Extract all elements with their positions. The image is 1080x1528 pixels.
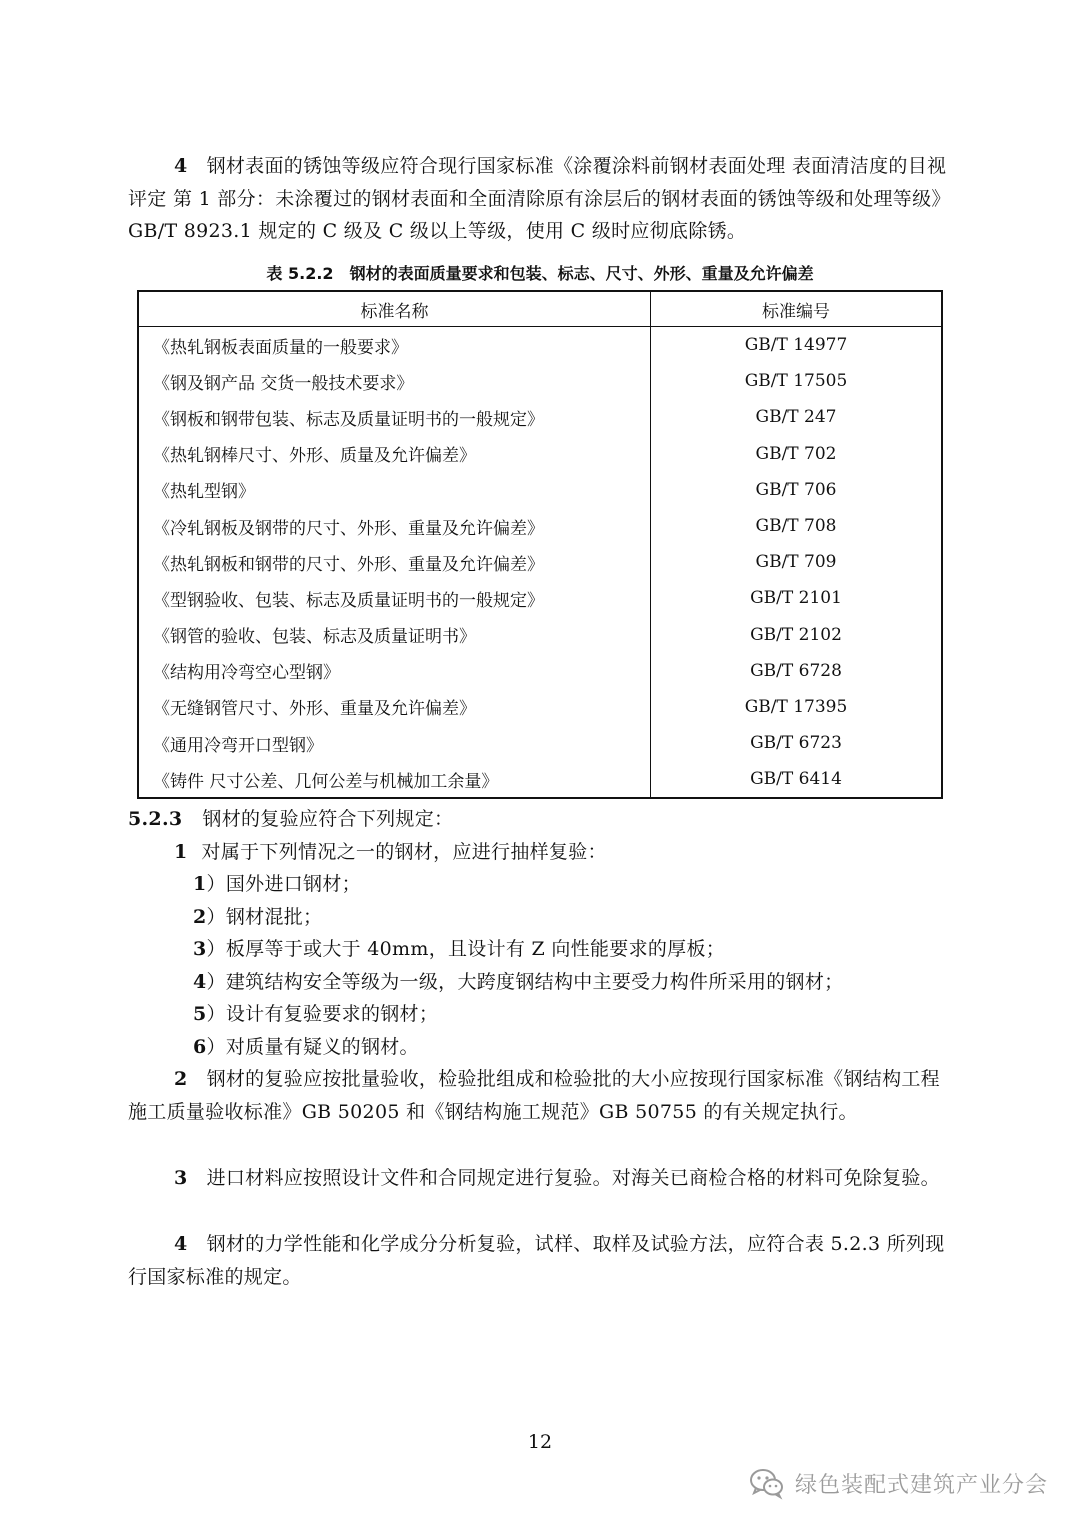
standard-name: 《热轧钢板和钢带的尺寸、外形、重量及允许偏差》 — [138, 544, 651, 580]
standard-name: 《热轧型钢》 — [138, 472, 651, 508]
table-row — [138, 580, 942, 616]
subitem-text: 板厚等于或大于 40mm，且设计有 Z 向性能要求的厚板； — [225, 938, 726, 960]
clause-1-number: 1 — [174, 841, 188, 863]
standard-code: GB/T 702 — [755, 443, 837, 464]
watermark-text: 绿色装配式建筑产业分会 — [794, 1472, 1048, 1498]
list-item: 2）钢材混批； — [193, 905, 323, 928]
standard-name: 《通用冷弯开口型钢》 — [138, 725, 651, 761]
subitem-text: 国外进口钢材； — [225, 873, 361, 895]
clause-1 — [174, 836, 607, 869]
table-header-row — [138, 291, 942, 327]
table-row — [138, 363, 942, 399]
table-row — [138, 544, 942, 580]
subitem-number: 1 — [193, 873, 207, 895]
subitem-list — [193, 868, 843, 1063]
table-row — [138, 689, 942, 725]
subitem-text: 建筑结构安全等级为一级，大跨度钢结构中主要受力构件所采用的钢材； — [225, 970, 844, 993]
standard-code: GB/T 2101 — [750, 588, 842, 609]
clause-2-text: 钢材的复验应按批量验收，检验批组成和检验批的大小应按现行国家标准《钢结构工程施工质量验收标准》GB 50205 和《钢结构施工规范》GB 50755 的有关规定执行。 — [128, 1068, 940, 1123]
clause-4-text: 钢材的力学性能和化学成分分析复验，试样、取样及试验方法，应符合表 5.2.3 所列现行国家标准的规定。 — [128, 1233, 945, 1288]
table-row — [138, 761, 942, 798]
table-row — [138, 508, 942, 544]
header-standard-code: 标准编号 — [651, 291, 943, 327]
standard-code: GB/T 247 — [755, 407, 837, 428]
list-item: 6）对质量有疑义的钢材。 — [193, 1035, 419, 1058]
clause-4 — [128, 1228, 950, 1293]
subitem-number: 5 — [193, 1003, 207, 1025]
page-number: 12 — [527, 1431, 553, 1453]
table-row — [138, 472, 942, 508]
standard-name: 《铸件 尺寸公差、几何公差与机械加工余量》 — [138, 761, 651, 798]
clause-3 — [128, 1162, 950, 1195]
clause-4-number: 4 — [174, 1233, 188, 1255]
standard-name: 《钢板和钢带包装、标志及质量证明书的一般规定》 — [138, 399, 651, 435]
intro-number: 4 — [174, 155, 188, 177]
standard-code: GB/T 6723 — [750, 733, 842, 754]
standard-name: 《结构用冷弯空心型钢》 — [138, 653, 651, 689]
standard-name: 《热轧钢棒尺寸、外形、质量及允许偏差》 — [138, 436, 651, 472]
standard-code: GB/T 709 — [755, 552, 837, 573]
table-row — [138, 327, 942, 364]
standard-name: 《冷轧钢板及钢带的尺寸、外形、重量及允许偏差》 — [138, 508, 651, 544]
subitem-text: 设计有复验要求的钢材； — [225, 1003, 439, 1025]
standard-code: GB/T 6728 — [750, 660, 842, 681]
list-item: 3）板厚等于或大于 40mm，且设计有 Z 向性能要求的厚板； — [193, 938, 726, 960]
wechat-icon — [747, 1463, 787, 1503]
table-row — [138, 436, 942, 472]
subitem-number: 6 — [193, 1035, 207, 1058]
subitem-text: 钢材混批； — [225, 905, 323, 928]
standard-code: GB/T 14977 — [744, 335, 848, 356]
standard-code: GB/T 17395 — [744, 696, 848, 717]
intro-text: 钢材表面的锈蚀等级应符合现行国家标准《涂覆涂料前钢材表面处理 表面清洁度的目视评定 第 1 部分：未涂覆过的钢材表面和全面清除原有涂层后的钢材表面的锈蚀等级和处理等级》GB/T 8923.1 规定的 C 级及 C 级以上等级，使用 C 级时应彻底除锈。 — [128, 155, 947, 242]
watermark — [747, 1463, 1048, 1503]
table-caption-number: 表 5.2.2 — [266, 264, 334, 283]
standard-name: 《热轧钢板表面质量的一般要求》 — [138, 327, 651, 364]
clause-2-number: 2 — [174, 1068, 188, 1090]
standard-code: GB/T 17505 — [744, 371, 848, 392]
header-standard-name: 标准名称 — [138, 291, 651, 327]
table-caption-title: 钢材的表面质量要求和包装、标志、尺寸、外形、重量及允许偏差 — [349, 264, 814, 283]
list-item: 1）国外进口钢材； — [193, 873, 361, 895]
table-row — [138, 725, 942, 761]
intro-paragraph — [128, 150, 950, 248]
section-number: 5.2.3 — [128, 808, 183, 830]
standard-name: 《无缝钢管尺寸、外形、重量及允许偏差》 — [138, 689, 651, 725]
standard-code: GB/T 708 — [755, 516, 837, 537]
table-row — [138, 653, 942, 689]
section-title: 钢材的复验应符合下列规定： — [202, 808, 454, 830]
standard-code: GB/T 706 — [755, 479, 837, 500]
subitem-number: 3 — [193, 938, 207, 960]
standard-code: GB/T 2102 — [750, 624, 842, 645]
section-heading — [128, 803, 453, 836]
list-item: 4）建筑结构安全等级为一级，大跨度钢结构中主要受力构件所采用的钢材； — [193, 970, 844, 993]
standard-name: 《钢及钢产品 交货一般技术要求》 — [138, 363, 651, 399]
subitem-number: 4 — [193, 970, 207, 993]
clause-2 — [128, 1063, 950, 1128]
standard-name: 《型钢验收、包装、标志及质量证明书的一般规定》 — [138, 580, 651, 616]
clause-3-number: 3 — [174, 1167, 188, 1189]
clause-3-text: 进口材料应按照设计文件和合同规定进行复验。对海关已商检合格的材料可免除复验。 — [206, 1167, 940, 1189]
list-item: 5）设计有复验要求的钢材； — [193, 1003, 439, 1025]
clause-1-text: 对属于下列情况之一的钢材，应进行抽样复验： — [201, 841, 607, 863]
standards-table — [137, 290, 943, 799]
table-row — [138, 617, 942, 653]
subitem-number: 2 — [193, 905, 207, 928]
standard-name: 《钢管的验收、包装、标志及质量证明书》 — [138, 617, 651, 653]
subitem-text: 对质量有疑义的钢材。 — [225, 1035, 419, 1058]
table-row — [138, 399, 942, 435]
table-caption — [136, 263, 944, 285]
standard-code: GB/T 6414 — [750, 769, 842, 790]
